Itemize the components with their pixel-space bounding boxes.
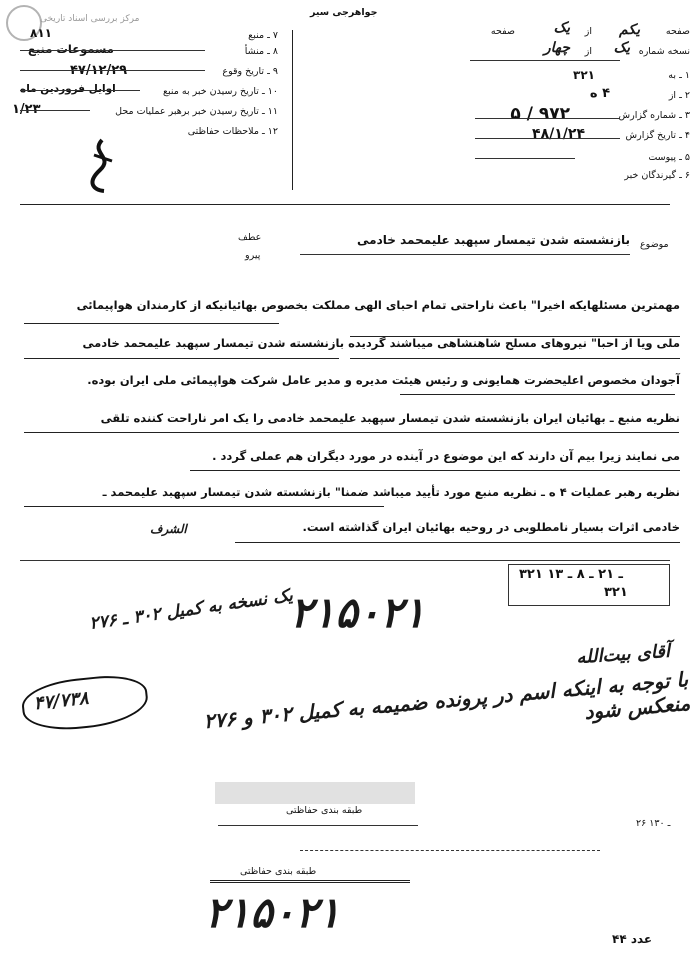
- copies-value: یک: [613, 40, 630, 56]
- handwritten-long-note: با توجه به اینکه اسم در پرونده ضمیمه به کمیل ۳۰۲ و ۲۷۶ منعکس شود: [202, 666, 692, 734]
- page-label: صفحه: [665, 26, 690, 37]
- handwritten-bottom-number: ۲۱۵۰۲۱: [205, 888, 341, 937]
- body-line-3: آجودان مخصوص اعلیحضرت همایونی و رئیس هیئت مدیره و مدیر عامل شرکت هواپیمائی ملی ایران بوده.: [87, 373, 680, 387]
- to-value: ۳۲۱: [573, 68, 595, 82]
- atf-label: عطف: [238, 232, 262, 243]
- from-value: ۴ ه: [589, 86, 610, 101]
- watermark-text: مرکز بررسی اسناد تاریخی: [40, 14, 140, 24]
- report-number-label: شماره گزارش: [618, 110, 677, 121]
- dashed-separator: [300, 850, 600, 851]
- handwritten-circle-number: ۴۷/۷۳۸: [32, 687, 90, 715]
- peyro-label: پیرو: [245, 250, 261, 261]
- body-line-1: مهمترین مسئلهایکه اخیرا" باعث ناراحتی تمام احبای الهی مملکت بخصوص بهائیانیکه از کارمندان هواپیمائی: [76, 298, 680, 312]
- registry-stamp-line1: ۳۲۱ ـ ۲۱ ـ ۸ ـ ۱۳: [519, 567, 624, 582]
- report-date-label: تاریخ گزارش: [625, 130, 677, 141]
- underline-f10: [20, 90, 140, 91]
- body-underline-7: [235, 542, 680, 543]
- report-date-value: ۴۸/۱/۲۴: [532, 126, 585, 142]
- origin-value: مسموعات منبع: [28, 42, 114, 56]
- occurrence-date-value: ۴۷/۱۲/۲۹: [70, 63, 128, 78]
- occurrence-date-label: تاریخ وقوع: [222, 66, 265, 77]
- page-label-2: صفحه: [490, 26, 515, 37]
- body-underline-5: [190, 470, 680, 471]
- report-number-value: ۹۷۲ / ۵: [510, 104, 570, 124]
- source-label: منبع: [248, 30, 265, 41]
- body-line-5: می نمایند زیرا بیم آن دارند که این موضوع در آینده در مورد دیگران هم عملی گردد .: [212, 449, 680, 463]
- classification-label-2: طبقه بندی حفاظتی: [240, 866, 317, 877]
- recipients-label: گیرندگان خبر: [624, 170, 677, 181]
- body-line-7: خادمی اثرات بسیار نامطلوبی در روحیه بهائیان ایران گذاشته است.: [302, 520, 680, 534]
- from-label: از: [668, 90, 677, 101]
- signature-small: الشرف: [150, 522, 187, 536]
- date-to-source-label: تاریخ رسیدن خبر به منبع: [162, 86, 259, 97]
- handwritten-name: آقای بیت‌الله: [575, 640, 671, 669]
- to-label: به: [668, 70, 677, 81]
- body-overline-2: [350, 336, 680, 337]
- underline-report-number: [475, 118, 620, 119]
- date-to-leader-value: ۱/۲۳: [12, 102, 41, 117]
- handwritten-mark-icon: [82, 135, 122, 195]
- subject-text: بازنشسته شدن تیمسار سپهبد علیمحمد خادمی: [357, 233, 630, 247]
- body-underline-2b: [350, 358, 680, 359]
- body-underline-1: [24, 323, 279, 324]
- header-divider: [292, 30, 293, 190]
- underline-f11: [20, 110, 90, 111]
- page-value: یکم: [619, 22, 640, 38]
- page-of-label: از: [584, 26, 592, 37]
- copies-label: نسخه شماره: [638, 46, 690, 57]
- source-value: ۸۱۱: [30, 26, 52, 40]
- header-bottom-rule: [20, 204, 670, 205]
- body-underline-2: [24, 358, 339, 359]
- body-line-2: ملی ویا از احبا" نیروهای مسلح شاهنشاهی میباشند گردیده بازنشسته شدن تیمسار سپهبد علیمحمد خادمی: [82, 336, 680, 350]
- body-line-6: نظریه رهبر عملیات ۴ ه ـ نظریه منبع مورد تأیید میباشد ضمنا" بازنشسته شدن تیمسار سپهبد علیمحمد ـ: [102, 485, 680, 499]
- page-of-value: یک: [553, 20, 570, 36]
- classification-underline: [218, 825, 418, 826]
- copies-of-label: از: [584, 46, 592, 57]
- body-bottom-rule: [20, 560, 670, 561]
- top-center-label: جواهرجی سیر: [310, 7, 378, 18]
- subject-underline: [300, 254, 630, 255]
- copies-of-value: چهار: [543, 40, 570, 56]
- origin-label: منشأ: [244, 46, 265, 57]
- body-underline-4: [24, 432, 679, 433]
- subject-label: موضوع: [640, 239, 669, 250]
- classification-label: طبقه بندی حفاظتی: [286, 805, 363, 816]
- handwritten-circle: [20, 672, 151, 735]
- date-to-leader-label: تاریخ رسیدن خبر برهبر عملیات محل: [115, 106, 259, 117]
- underline-f8: [20, 50, 205, 51]
- date-to-source-value: اوایل فروردین ماه: [20, 83, 116, 95]
- underline-attachment: [475, 158, 575, 159]
- bottom-stamp: ۴۴ عدد: [612, 932, 653, 946]
- classification-double-rule: [210, 880, 410, 883]
- underline-report-date: [475, 138, 620, 139]
- registry-stamp-line2: ۳۲۱: [604, 585, 628, 600]
- body-underline-6: [24, 506, 384, 507]
- body-line-4: نظریه منبع ـ بهائیان ایران بازنشسته شدن تیمسار سپهبد علیمحمد خادمی را یک امر ناراحت کننده تلقی: [100, 411, 680, 425]
- security-notes-label: ملاحظات حفاظتی: [187, 126, 259, 137]
- handwritten-big-number: ۲۱۵۰۲۱: [290, 588, 426, 637]
- form-code: ۲۶ ـ ۱۳۰: [636, 818, 671, 829]
- underline-f9: [20, 70, 205, 71]
- classification-band: [215, 782, 415, 804]
- underline-copies: [470, 60, 620, 61]
- registry-stamp: [508, 564, 670, 606]
- attachment-label: پیوست: [648, 152, 677, 163]
- body-underline-3: [400, 394, 675, 395]
- handwritten-left-note: یک نسخه به کمیل ۳۰۲ ـ ۲۷۶: [88, 585, 295, 634]
